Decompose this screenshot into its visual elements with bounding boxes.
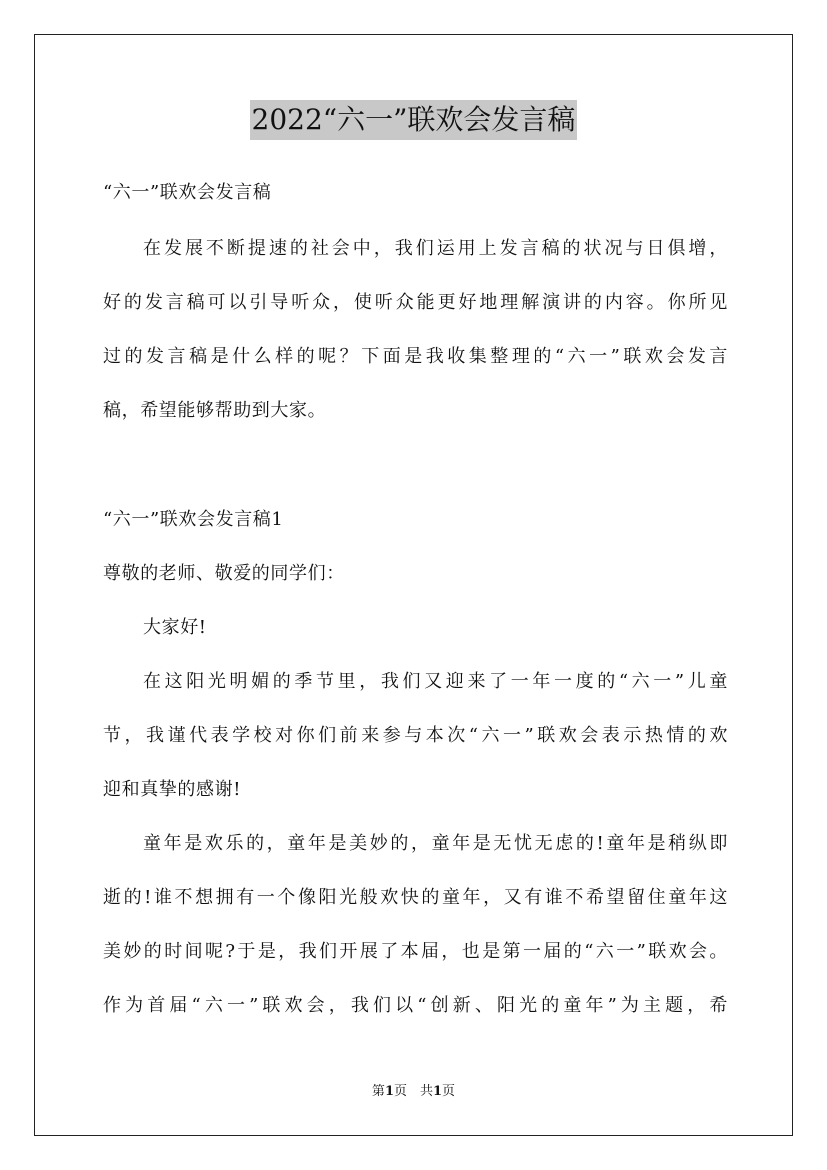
page-label-prefix: 第: [371, 1084, 385, 1099]
paragraph-line: 作为首届“六一”联欢会，我们以“创新、阳光的童年”为主题，希: [103, 995, 728, 1016]
title-container: [0, 100, 827, 140]
page-number: 1: [384, 1084, 394, 1099]
page-total: 1: [433, 1084, 443, 1099]
paragraph-line: 稿，希望能够帮助到大家。: [103, 400, 327, 421]
page-footer: [0, 1083, 827, 1101]
paragraph-line: 节，我谨代表学校对你们前来参与本次“六一”联欢会表示热情的欢: [103, 725, 728, 746]
document-title: 2022“六一”联欢会发言稿: [250, 100, 578, 140]
page-label-suffix: 页: [442, 1084, 456, 1099]
salutation-line: 尊敬的老师、敬爱的同学们：: [103, 563, 345, 584]
paragraph-line: 逝的!谁不想拥有一个像阳光般欢快的童年，又有谁不希望留住童年这: [103, 887, 728, 908]
paragraph-line: 美妙的时间呢?于是，我们开展了本届，也是第一届的“六一”联欢会。: [103, 941, 728, 962]
paragraph-line: 好的发言稿可以引导听众，使听众能更好地理解演讲的内容。你所见: [103, 292, 728, 313]
page-label-mid: 页 共: [393, 1084, 433, 1099]
paragraph-line: 在发展不断提速的社会中，我们运用上发言稿的状况与日俱增，: [143, 238, 728, 259]
subtitle-line: “六一”联欢会发言稿: [103, 182, 272, 203]
paragraph-line: 童年是欢乐的，童年是美妙的，童年是无忧无虑的!童年是稍纵即: [143, 833, 728, 854]
paragraph-line: 在这阳光明媚的季节里，我们又迎来了一年一度的“六一”儿童: [143, 671, 728, 692]
paragraph-line: 迎和真挚的感谢!: [103, 779, 242, 800]
section-heading: “六一”联欢会发言稿1: [103, 509, 284, 530]
greeting-line: 大家好!: [143, 617, 207, 638]
paragraph-line: 过的发言稿是什么样的呢？下面是我收集整理的“六一”联欢会发言: [103, 346, 728, 367]
